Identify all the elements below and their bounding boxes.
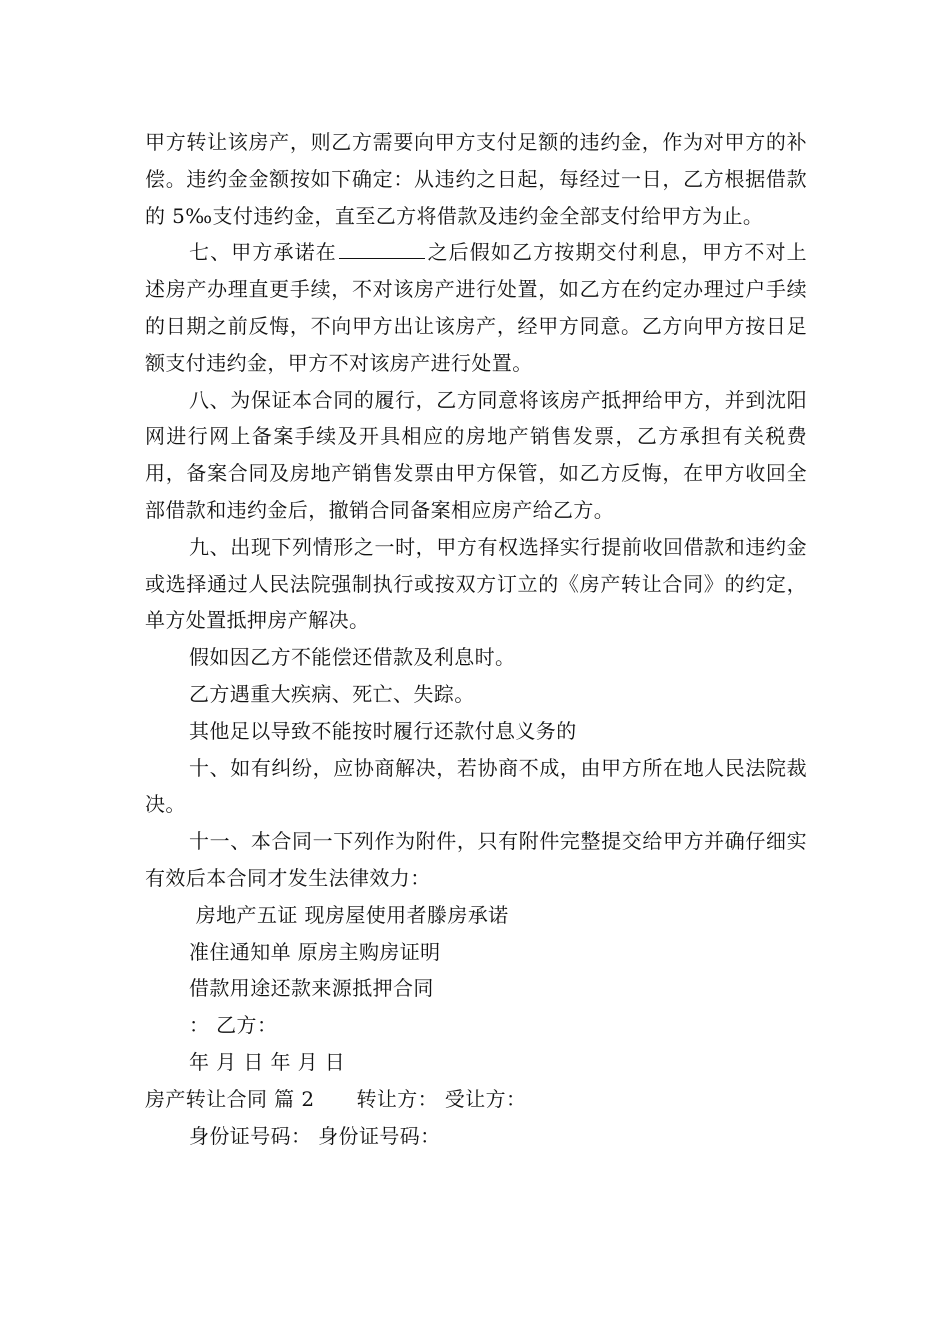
clause-8: 八、为保证本合同的履行，乙方同意将该房产抵押给甲方，并到沈阳网进行网上备案手续及开具相应的房地产销售发票，乙方承担有关税费用，备案合同及房地产销售发票由甲方保管，如乙方反悔，在甲方收回全部借款和违约金后，撤销合同备案相应房产给乙方。 [145,387,807,522]
date-line: 年 月 日 年 月 日 [189,1049,346,1074]
attachment-line-2: 准住通知单 原房主购房证明 [189,939,441,964]
clause-11: 十一、本合同一下列作为附件，只有附件完整提交给甲方并确仔细实有效后本合同才发生法律效力： [145,829,807,890]
signature-line: ： 乙方： [189,1013,278,1038]
attachment-line-1: 房地产五证 现房屋使用者滕房承诺 [189,902,509,927]
parties-line: 转让方： 受让方： [356,1086,527,1111]
id-number-line: 身份证号码： 身份证号码： [189,1123,441,1148]
clause-9: 九、出现下列情形之一时，甲方有权选择实行提前收回借款和违约金或选择通过人民法院强制执行或按双方订立的《房产转让合同》的约定，单方处置抵押房产解决。 [145,534,807,633]
second-contract-title: 房产转让合同 篇 2 [145,1086,315,1111]
clause-9-item-1: 假如因乙方不能偿还借款及利息时。 [189,645,516,670]
second-contract-heading [145,1081,807,1118]
contract-text [145,124,807,1154]
penalty-paragraph: 甲方转让该房产，则乙方需要向甲方支付足额的违约金，作为对甲方的补偿。违约金金额按如下确定：从违约之日起，每经过一日，乙方根据借款的 5‰支付违约金，直至乙方将借款及违约金全部支付给甲方为止。 [145,130,807,228]
clause-7 [145,234,807,381]
fill-in-blank [339,240,425,259]
clause-9-item-2: 乙方遇重大疾病、死亡、失踪。 [189,681,475,706]
clause-9-item-3: 其他足以导致不能按时履行还款付息义务的 [189,718,577,743]
attachment-line-3: 借款用途还款来源抵押合同 [189,976,434,1001]
clause-10: 十、如有纠纷，应协商解决，若协商不成，由甲方所在地人民法院裁决。 [145,755,807,817]
clause-7-start: 七、甲方承诺在 [189,240,337,265]
clause-7-rest: 之后假如乙方按期交付利息，甲方不对上述房产办理直更手续，不对该房产进行处置，如乙方在约定办理过户手续的日期之前反悔，不向甲方出让该房产，经甲方同意。乙方向甲方按日足额支付违约金，甲方不对该房产进行处置。 [145,240,807,375]
